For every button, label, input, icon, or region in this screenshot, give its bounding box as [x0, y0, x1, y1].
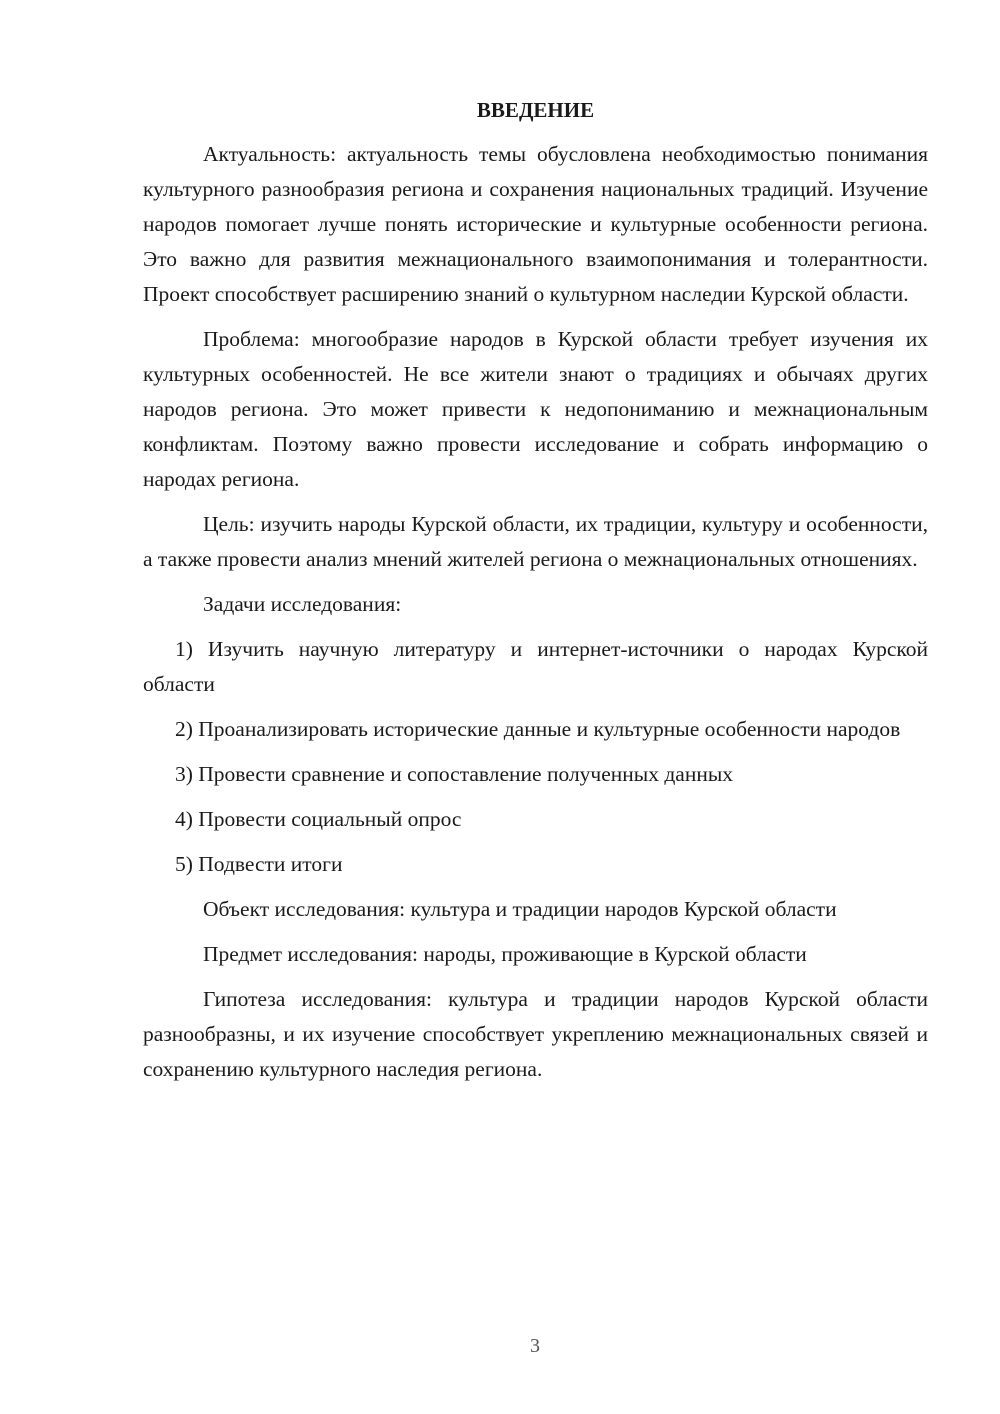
subject-paragraph: Предмет исследования: народы, проживающие в Курской области — [203, 942, 807, 966]
object-paragraph: Объект исследования: культура и традиции народов Курской области — [203, 897, 837, 921]
task-item-1: 1) Изучить научную литературу и интернет-источники о народах Курской области — [143, 637, 928, 696]
page-number: 3 — [530, 1335, 540, 1357]
tasks-heading: Задачи исследования: — [203, 592, 402, 616]
task-item-3: 3) Провести сравнение и сопоставление полученных данных — [175, 762, 734, 786]
tasks-list — [143, 632, 928, 882]
goal-paragraph: Цель: изучить народы Курской области, их традиции, культуру и особенности, а также провести анализ мнений жителей региона о межнациональных отношениях. — [143, 512, 928, 571]
hypothesis-paragraph: Гипотеза исследования: культура и традиции народов Курской области разнообразны, и их изучение способствует укреплению межнациональных связей и сохранению культурного наследия региона. — [143, 987, 928, 1081]
task-item-5: 5) Подвести итоги — [175, 852, 343, 876]
document-page — [143, 95, 928, 1097]
task-item-2: 2) Проанализировать исторические данные и культурные особенности народов — [175, 717, 901, 741]
problem-paragraph: Проблема: многообразие народов в Курской области требует изучения их культурных особенностей. Не все жители знают о традициях и обычаях других народов региона. Это может привести к недопониманию и межнациональным конфликтам. Поэтому важно провести исследование и собрать информацию о народах региона. — [143, 327, 928, 491]
section-title: ВВЕДЕНИЕ — [476, 98, 595, 122]
relevance-paragraph: Актуальность: актуальность темы обусловлена необходимостью понимания культурного разнообразия региона и сохранения национальных традиций. Изучение народов помогает лучше понять исторические и культурные особенности региона. Это важно для развития межнационального взаимопонимания и толерантности. Проект способствует расширению знаний о культурном наследии Курской области. — [143, 142, 928, 306]
task-item-4: 4) Провести социальный опрос — [175, 807, 462, 831]
